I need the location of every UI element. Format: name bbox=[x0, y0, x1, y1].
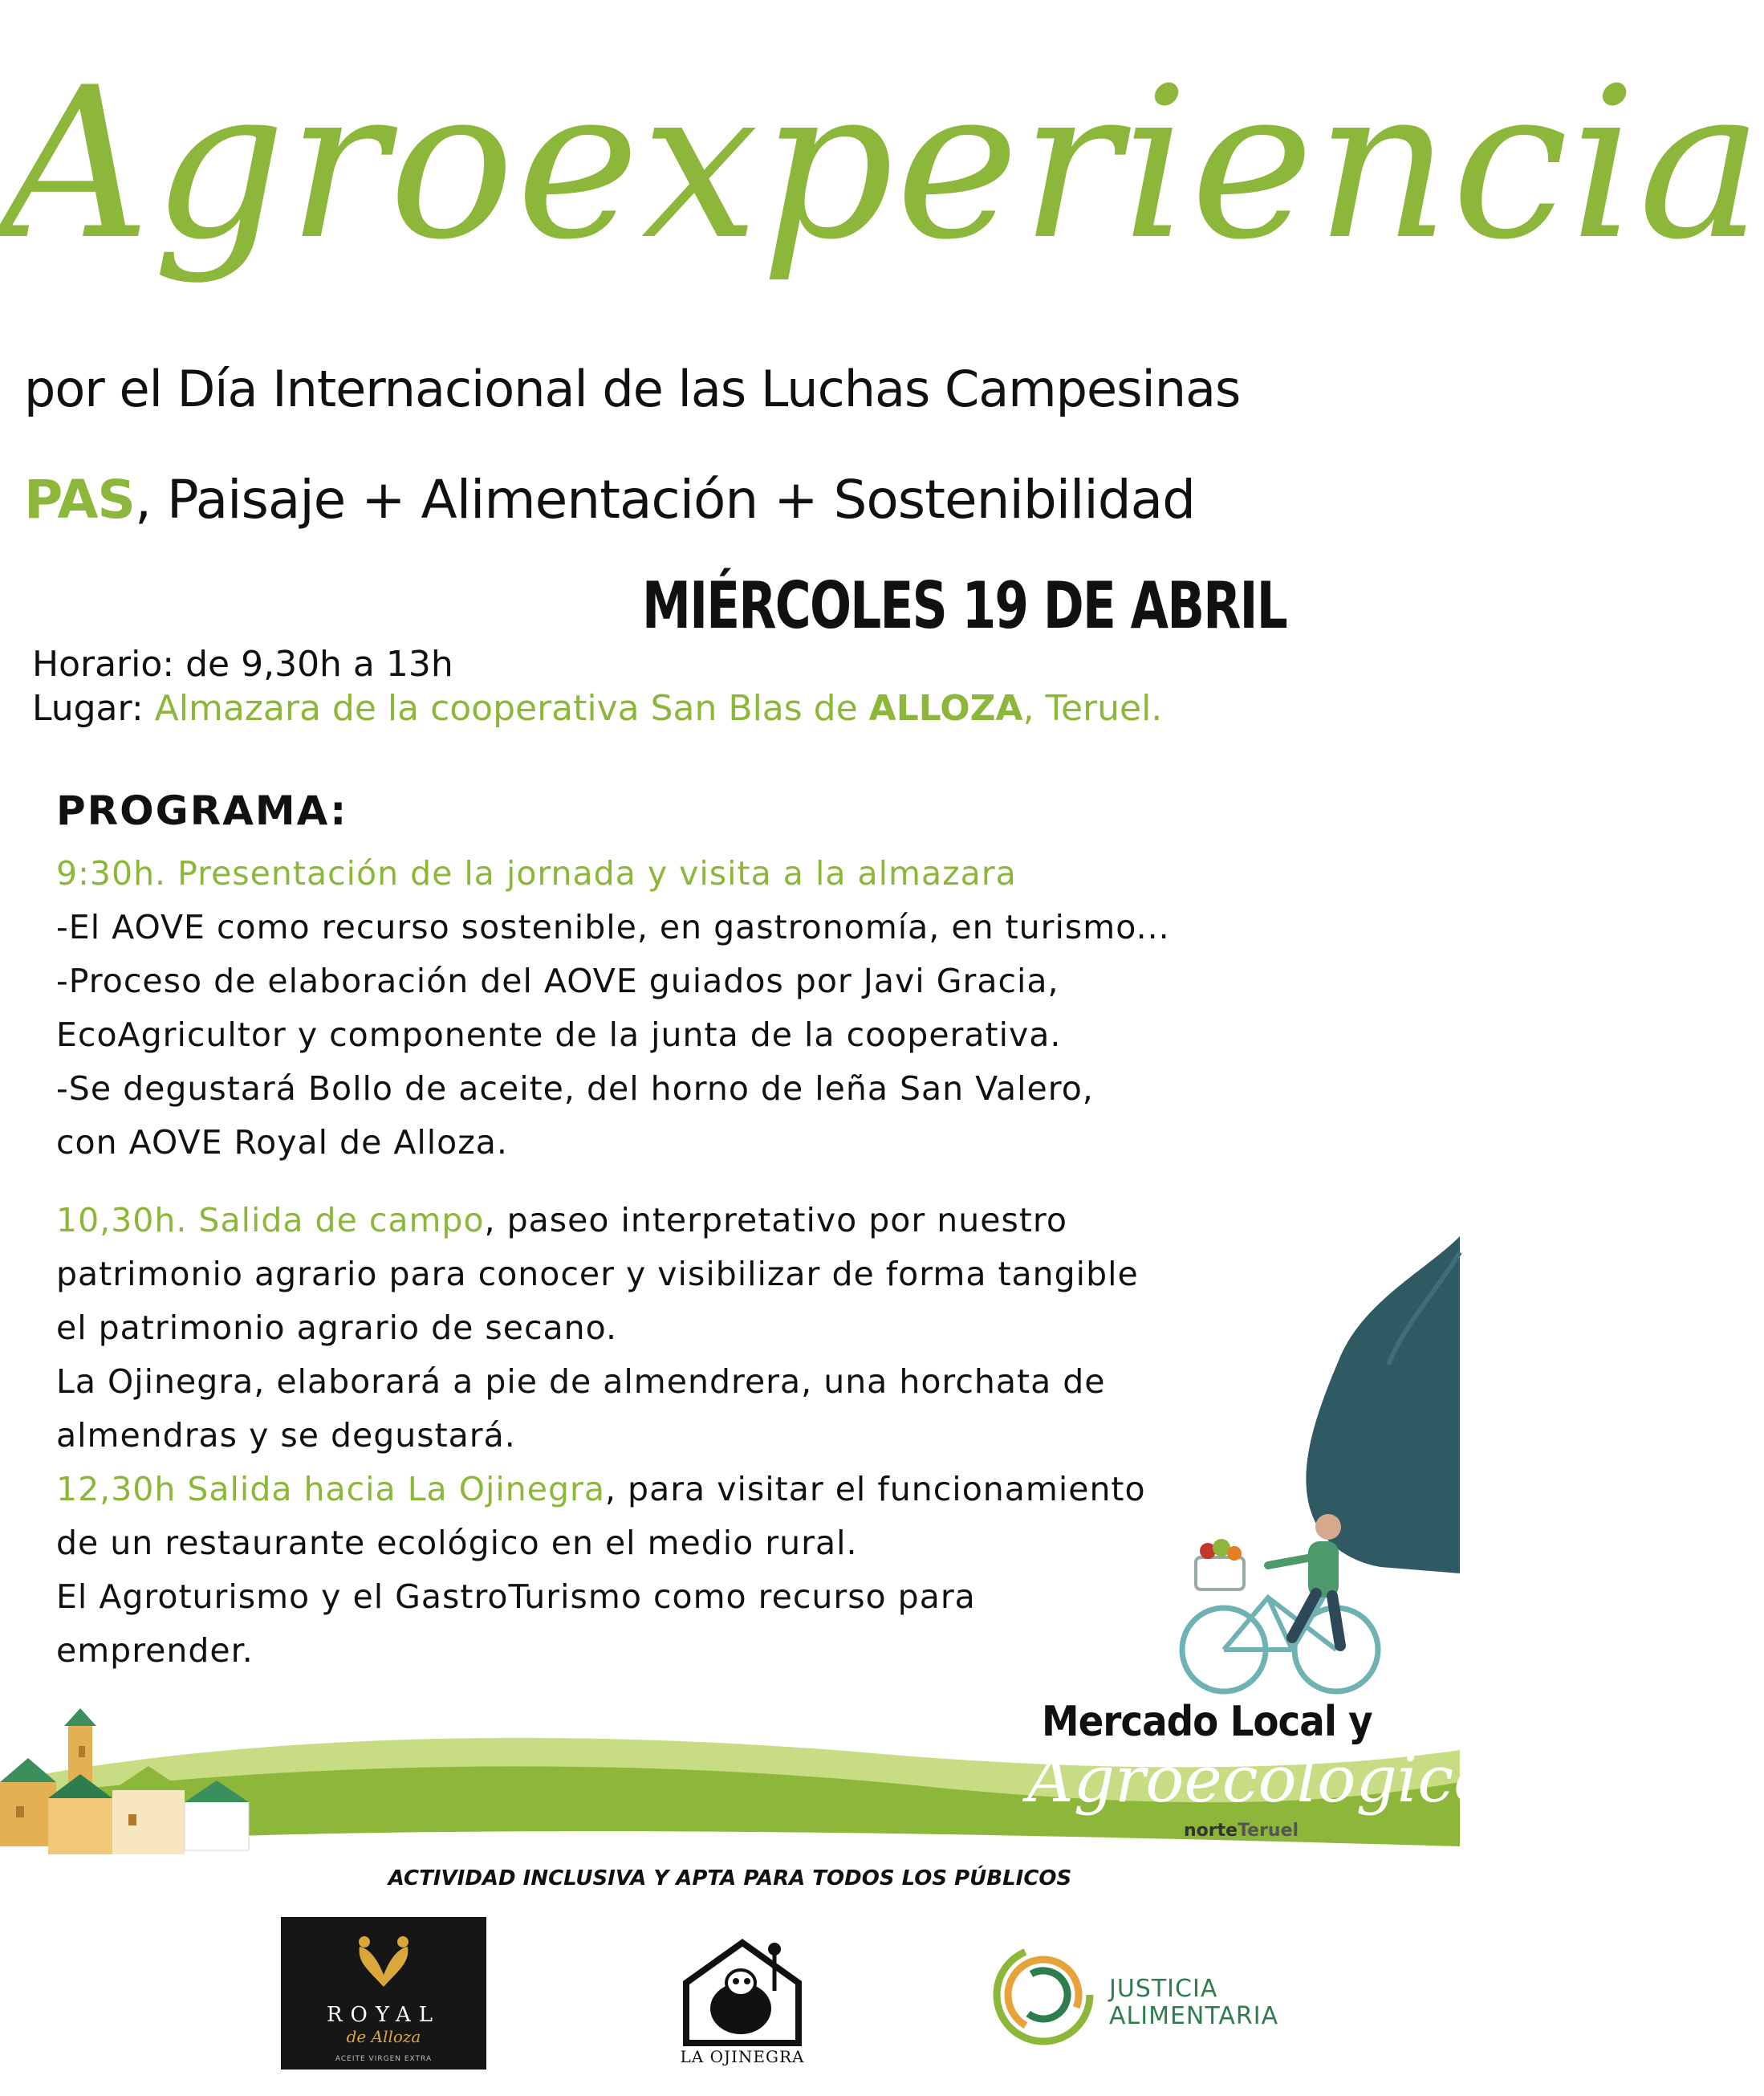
s1-line: EcoAgricultor y componente de la junta de la cooperativa. bbox=[56, 1015, 1062, 1054]
royal-emblem-icon bbox=[345, 1931, 422, 1995]
village-illustration bbox=[0, 1710, 305, 1870]
horario: Horario: de 9,30h a 13h bbox=[32, 644, 453, 685]
s1-head: 9:30h. Presentación de la jornada y visita a la almazara bbox=[56, 854, 1017, 893]
s1-line: -El AOVE como recurso sostenible, en gastronomía, en turismo... bbox=[56, 908, 1170, 946]
s2-line: patrimonio agrario para conocer y visibilizar de forma tangible bbox=[56, 1255, 1139, 1293]
event-info bbox=[32, 642, 1162, 731]
theme-rest: , Paisaje + Alimentación + Sostenibilidad bbox=[134, 469, 1195, 531]
royal-sub: de Alloza bbox=[346, 2027, 421, 2046]
lugar-c: , Teruel. bbox=[1022, 688, 1163, 729]
s1-line: -Se degustará Bollo de aceite, del horno de leña San Valero, bbox=[56, 1069, 1094, 1108]
lugar bbox=[32, 686, 1162, 731]
s2-line: La Ojinegra, elaborará a pie de almendrera, una horchata de bbox=[56, 1362, 1106, 1401]
poster-title: Agroexperiencia bbox=[0, 43, 1764, 286]
s1-line: con AOVE Royal de Alloza. bbox=[56, 1123, 508, 1162]
s2-line: el patrimonio agrario de secano. bbox=[56, 1308, 618, 1347]
norte-teruel bbox=[1184, 1821, 1299, 1841]
subtitle: por el Día Internacional de las Luchas Campesinas bbox=[24, 360, 1241, 418]
programa-heading: PROGRAMA: bbox=[56, 788, 348, 834]
s3-first-line bbox=[56, 1463, 1380, 1516]
inclusive-note: ACTIVIDAD INCLUSIVA Y APTA PARA TODOS LOS PÚBLICOS bbox=[388, 1866, 1072, 1890]
theme-line bbox=[24, 462, 1453, 539]
norte-b: Teruel bbox=[1238, 1821, 1299, 1841]
norte-a: norte bbox=[1184, 1821, 1238, 1841]
lugar-a: Almazara de la cooperativa San Blas de bbox=[154, 688, 869, 729]
justicia-logo-icon bbox=[987, 1939, 1099, 2051]
s2-rest: , paseo interpretativo por nuestro bbox=[484, 1201, 1067, 1239]
royal-name: ROYAL bbox=[326, 2003, 441, 2027]
theme-pas: PAS bbox=[24, 469, 135, 531]
s3-line: de un restaurante ecológico en el medio rural. bbox=[56, 1524, 858, 1562]
ojinegra-logo-icon bbox=[678, 1935, 807, 2047]
s3-line: El Agroturismo y el GastroTurismo como recurso para bbox=[56, 1577, 976, 1616]
event-date: MIÉRCOLES 19 DE ABRIL bbox=[642, 568, 1286, 643]
s3-head: 12,30h Salida hacia La Ojinegra bbox=[56, 1470, 605, 1508]
mercado-line2: Agroecológico bbox=[1027, 1742, 1493, 1817]
cyclist-illustration bbox=[1172, 1509, 1380, 1702]
justicia-line1: JUSTICIA bbox=[1109, 1975, 1218, 2003]
s3-line: emprender. bbox=[56, 1631, 254, 1670]
mercado-line1: Mercado Local y bbox=[1042, 1698, 1372, 1746]
royal-tag: ACEITE VIRGEN EXTRA bbox=[335, 2055, 433, 2063]
lugar-label: Lugar: bbox=[32, 688, 155, 729]
s2-first-line bbox=[56, 1194, 1380, 1247]
s3-rest: , para visitar el funcionamiento bbox=[604, 1470, 1146, 1508]
justicia-line2: ALIMENTARIA bbox=[1109, 2002, 1279, 2030]
ojinegra-name: LA OJINEGRA bbox=[680, 2047, 805, 2066]
s2-line: almendras y se degustará. bbox=[56, 1416, 516, 1455]
lugar-b: ALLOZA bbox=[868, 688, 1023, 729]
s2-head: 10,30h. Salida de campo bbox=[56, 1201, 485, 1239]
s1-line: -Proceso de elaboración del AOVE guiados por Javi Gracia, bbox=[56, 962, 1059, 1000]
